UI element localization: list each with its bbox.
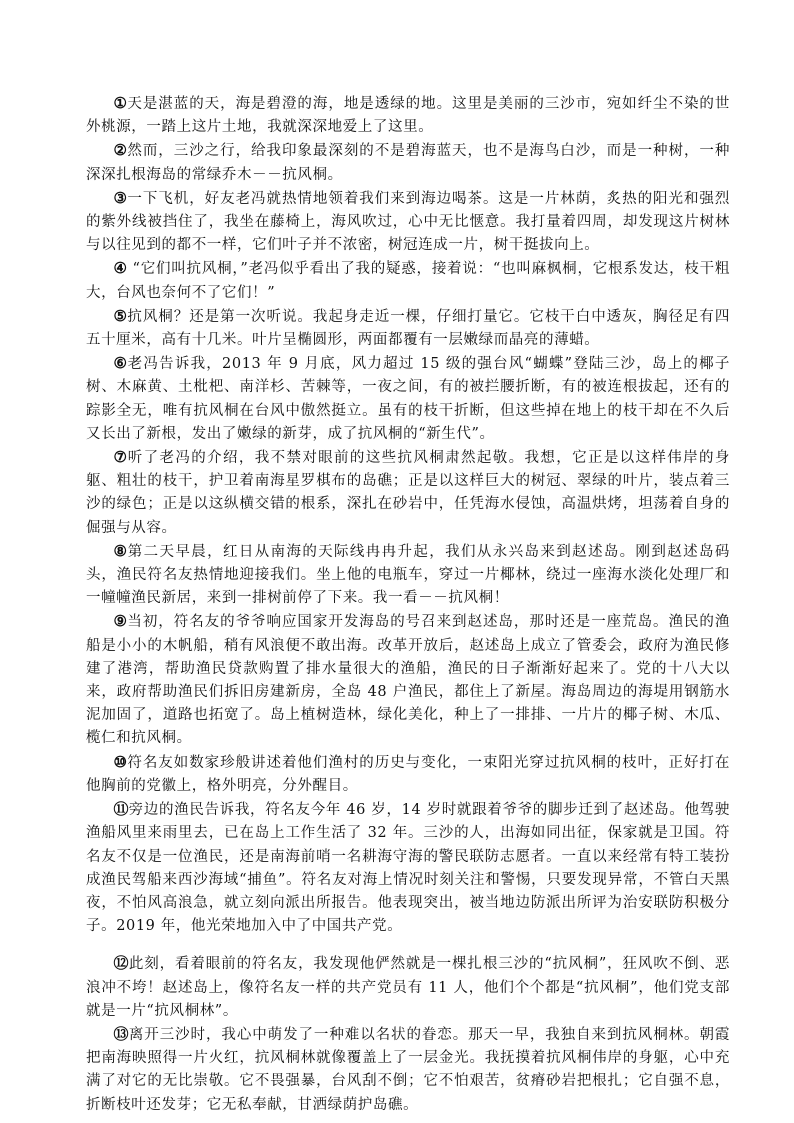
- paragraph-text: 然而，三沙之行，给我印象最深刻的不是碧海蓝天，也不是海鸟白沙，而是一种树，一种深深扎根海岛的常绿乔木－－抗风桐。: [86, 143, 730, 183]
- paragraph-text: 离开三沙时，我心中萌发了一种难以名状的眷恋。那天一早，我独自来到抗风桐林。朝霞把南海映照得一片火红，抗风桐林就像覆盖上了一层金光。我抚摸着抗风桐伟岸的身躯，心中充满了对它的无比崇敬。它不畏强暴，台风刮不倒；它不怕艰苦，贫瘠砂岩把根扎；它自强不息，折断枝叶还发芽；它无私奉献，甘洒绿荫护岛礁。: [86, 1026, 730, 1113]
- paragraph-number: ⑩: [113, 752, 128, 771]
- paragraph-number: ③: [113, 188, 128, 207]
- paragraph-number: ②: [113, 141, 128, 160]
- paragraph-13: [86, 1023, 730, 1117]
- paragraph-text: 抗风桐？还是第一次听说。我起身走近一棵，仔细打量它。它枝干白中透灰，胸径足有四五十厘米，高有十几米。叶片呈椭圆形，两面都覆有一层嫩绿而晶亮的薄蜡。: [86, 308, 730, 349]
- paragraph-3: [86, 187, 730, 258]
- paragraph-text: 一下飞机，好友老冯就热情地领着我们来到海边喝茶。这是一片林荫，炙热的阳光和强烈的紫外线被挡住了，我坐在藤椅上，海风吹过，心中无比惬意。我打量着四周，却发现这片树林与以往见到的都不一样，它们叶子并不浓密，树冠连成一片，树干挺拔向上。: [86, 190, 730, 254]
- paragraph-12: [86, 952, 730, 1023]
- paragraph-6: [86, 352, 730, 446]
- paragraph-number: ⑫: [113, 954, 129, 973]
- paragraph-text: 此刻，看着眼前的符名友，我发现他俨然就是一棵扎根三沙的“抗风桐”，狂风吹不倒、恶浪冲不垮！赵述岛上，像符名友一样的共产党员有 11 人，他们个个都是“抗风桐”，他们党支部就是一片“抗风桐林”。: [86, 956, 730, 1019]
- paragraph-5: [86, 305, 730, 352]
- paragraph-number: ⑨: [113, 612, 128, 631]
- paragraph-4: [86, 257, 730, 304]
- paragraph-text: 老冯告诉我，2013 年 9 月底，风力超过 15 级的强台风“蝴蝶”登陆三沙，岛上的椰子树、木麻黄、土枇杷、南洋杉、苦棘等，一夜之间，有的被拦腰折断，有的被连根拔起，还有的踪影全无，唯有抗风桐在台风中傲然挺立。虽有的枝干折断，但这些掉在地上的枝干却在不久后又长出了新根，发出了嫩绿的新芽，成了抗风桐的“新生代”。: [86, 356, 731, 442]
- paragraph-text: 旁边的渔民告诉我，符名友今年 46 岁，14 岁时就跟着爷爷的脚步迁到了赵述岛。他驾驶渔船风里来雨里去，已在岛上工作生活了 32 年。三沙的人，出海如同出征，保家就是卫国。符名友不仅是一位渔民，还是南海前哨一名耕海守海的警民联防志愿者。一直以来经常有特工装扮成渔民驾船来西沙海域“捕鱼”。符名友对海上情况时刻关注和警惕，只要发现异常，不管白天黑夜，不怕风高浪急，就立刻向派出所报告。他表现突出，被当地边防派出所评为治安联防积极分子。2019 年，他光荣地加入中了中国共产党。: [86, 802, 730, 935]
- paragraph-8: [86, 540, 730, 611]
- paragraph-text: 听了老冯的介绍，我不禁对眼前的这些抗风桐肃然起敬。我想，它正是以这样伟岸的身躯、粗壮的枝干，护卫着南海星罗棋布的岛礁；正是以这样巨大的树冠、翠绿的叶片，装点着三沙的绿色；正是以这纵横交错的根系，深扎在砂岩中，任凭海水侵蚀，高温烘烤，坦荡着自身的倔强与从容。: [86, 450, 730, 536]
- paragraph-number: ⑦: [113, 448, 128, 467]
- paragraph-number: ⑧: [113, 541, 128, 560]
- paragraph-text: 当初，符名友的爷爷响应国家开发海岛的号召来到赵述岛，那时还是一座荒岛。渔民的渔船是小小的木帆船，稍有风浪便不敢出海。改革开放后，赵述岛上成立了管委会，政府为渔民修建了港湾，帮助渔民贷款购置了排水量很大的渔船，渔民的日子渐渐好起来了。党的十八大以来，政府帮助渔民们拆旧房建新房，全岛 48 户渔民，都住上了新屋。海岛周边的海堤用钢筋水泥加固了，道路也拓宽了。岛上植树造林，绿化美化，种上了一排排、一片片的椰子树、木瓜、榄仁和抗风桐。: [86, 614, 730, 747]
- paragraph-text: 天是湛蓝的天，海是碧澄的海，地是透绿的地。这里是美丽的三沙市，宛如纤尘不染的世外桃源，一踏上这片土地，我就深深地爱上了这里。: [86, 96, 730, 136]
- paragraph-2: [86, 139, 730, 186]
- paragraph-10: [86, 751, 730, 798]
- paragraph-text: 第二天早晨，红日从南海的天际线冉冉升起，我们从永兴岛来到赵述岛。刚到赵述岛码头，渔民符名友热情地迎接我们。坐上他的电瓶车，穿过一片椰林，绕过一座海水淡化处理厂和一幢幢渔民新居，来到一排树前停了下来。我一看－－抗风桐！: [86, 543, 730, 607]
- paragraph-7: [86, 446, 730, 540]
- paragraph-number: ⑥: [113, 354, 128, 373]
- paragraph-1: [86, 92, 730, 139]
- paragraph-number: ⑤: [113, 306, 128, 325]
- paragraph-number: ①: [113, 94, 128, 112]
- paragraph-number: ⑪: [113, 800, 129, 819]
- paragraph-text: 符名友如数家珍般讲述着他们渔村的历史与变化，一束阳光穿过抗风桐的枝叶，正好打在他胸前的党徽上，格外明亮，分外醒目。: [86, 754, 730, 794]
- paragraph-11: [86, 798, 730, 938]
- paragraph-text: “它们叫抗风桐，”老冯似乎看出了我的疑惑，接着说：“也叫麻枫桐，它根系发达，枝干粗大，台风也奈何不了它们！”: [86, 261, 730, 301]
- article-body: [86, 92, 730, 1117]
- paragraph-number: ⑬: [113, 1024, 129, 1043]
- paragraph-9: [86, 610, 730, 750]
- paragraph-number: ④: [113, 259, 128, 278]
